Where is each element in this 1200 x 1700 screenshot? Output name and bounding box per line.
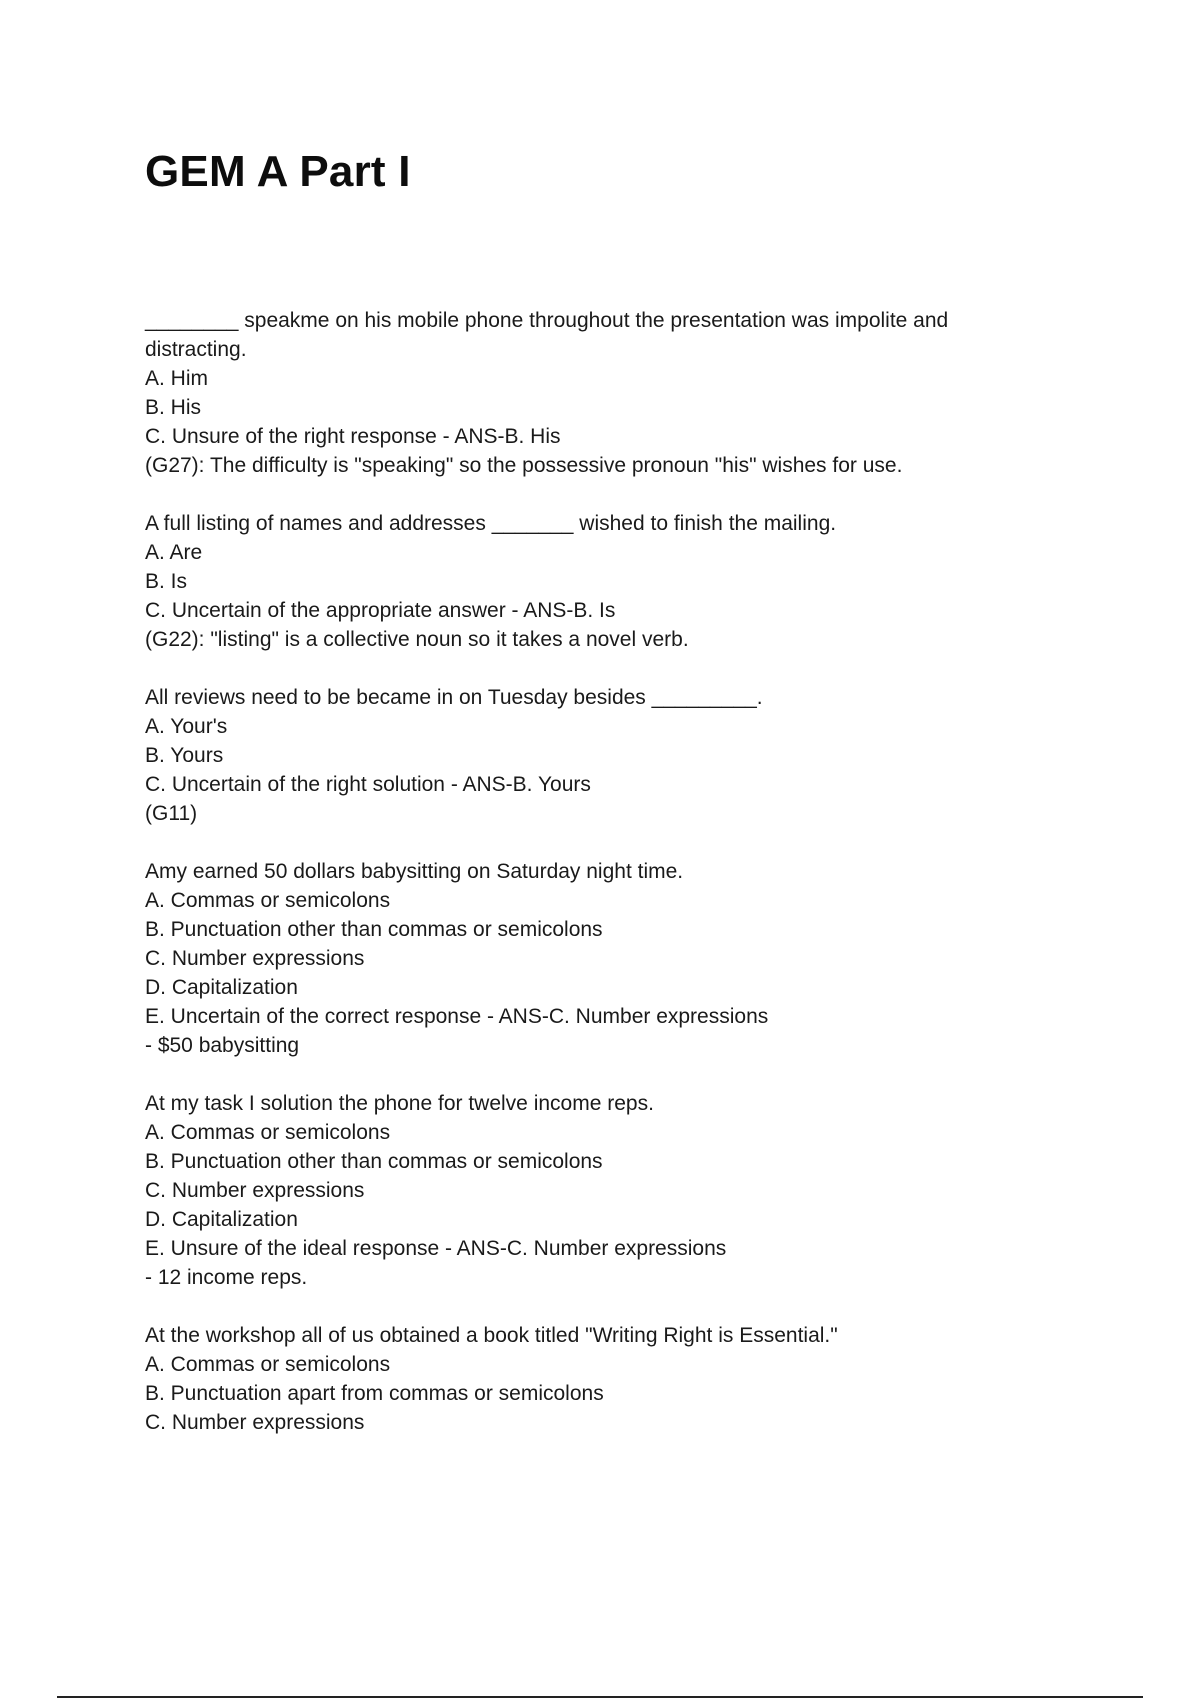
answer-option: A. Your's (145, 715, 228, 738)
answer-option: A. Are (145, 541, 203, 564)
answer-option: D. Capitalization (145, 976, 298, 999)
question-text: At the workshop all of us obtained a book titled "Writing Right is Essential." (145, 1324, 838, 1347)
explanation: (G22): "listing" is a collective noun so it takes a novel verb. (145, 628, 689, 651)
answer-option: B. His (145, 396, 202, 419)
answer-option: C. Uncertain of the right solution - ANS-B. Yours (145, 773, 591, 796)
question-text: ________ speakme on his mobile phone throughout the presentation was impolite and (145, 309, 949, 332)
answer-option: C. Uncertain of the appropriate answer - ANS-B. Is (145, 599, 616, 622)
question-block (145, 509, 1025, 654)
question-block (145, 306, 1025, 480)
explanation: (G27): The difficulty is "speaking" so the possessive pronoun "his" wishes for use. (145, 454, 903, 477)
question-text: Amy earned 50 dollars babysitting on Saturday night time. (145, 860, 684, 883)
answer-option: E. Unsure of the ideal response - ANS-C. Number expressions (145, 1237, 727, 1260)
question-block (145, 683, 1025, 828)
answer-option: B. Punctuation other than commas or semicolons (145, 1150, 603, 1173)
question-text: All reviews need to be became in on Tuesday besides _________. (145, 686, 763, 709)
answer-option: A. Commas or semicolons (145, 1121, 391, 1144)
question-list (145, 306, 1025, 1466)
answer-option: D. Capitalization (145, 1208, 298, 1231)
answer-option: B. Is (145, 570, 188, 593)
explanation: (G11) (145, 802, 198, 825)
question-block (145, 857, 1025, 1060)
answer-option: A. Commas or semicolons (145, 889, 391, 912)
answer-option: C. Number expressions (145, 1179, 365, 1202)
answer-option: B. Punctuation apart from commas or semicolons (145, 1382, 604, 1405)
answer-option: C. Number expressions (145, 947, 365, 970)
explanation: - $50 babysitting (145, 1034, 300, 1057)
answer-option: A. Him (145, 367, 208, 390)
answer-option: C. Number expressions (145, 1411, 365, 1434)
explanation: - 12 income reps. (145, 1266, 308, 1289)
answer-option: A. Commas or semicolons (145, 1353, 391, 1376)
answer-option: B. Yours (145, 744, 224, 767)
answer-option: B. Punctuation other than commas or semicolons (145, 918, 603, 941)
footer-divider (57, 1696, 1143, 1698)
question-block (145, 1089, 1025, 1292)
question-text: A full listing of names and addresses _______ wished to finish the mailing. (145, 512, 837, 535)
question-text: distracting. (145, 338, 247, 361)
question-text: At my task I solution the phone for twelve income reps. (145, 1092, 654, 1115)
question-block (145, 1321, 1025, 1437)
answer-option: E. Uncertain of the correct response - ANS-C. Number expressions (145, 1005, 769, 1028)
answer-option: C. Unsure of the right response - ANS-B. His (145, 425, 561, 448)
page-title: GEM A Part I (145, 147, 411, 196)
